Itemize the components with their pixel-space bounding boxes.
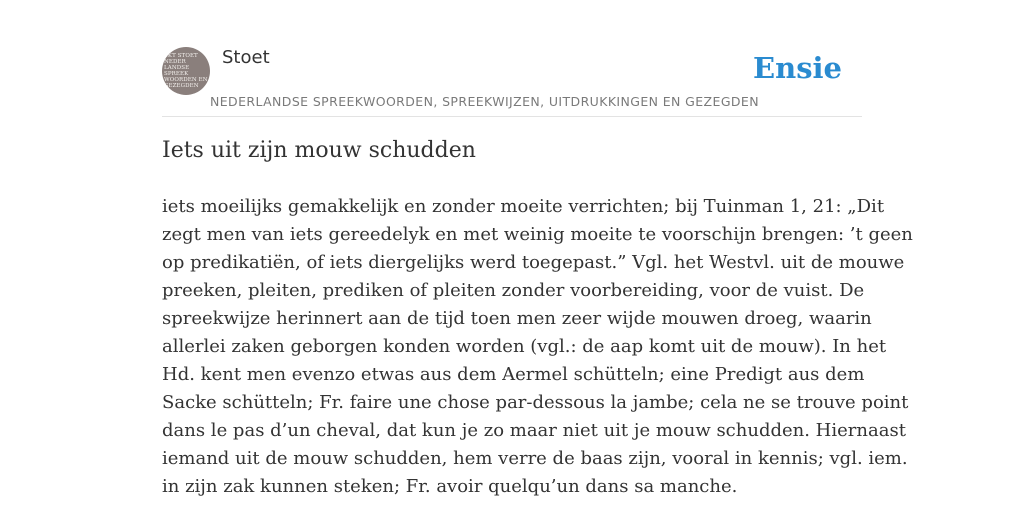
body-text-line: op predikatiën, of iets diergelijks werd toegepast.” Vgl. het Westvl. uit de mouwe (162, 252, 905, 273)
body-text-line: zegt men van iets gereedelyk en met weinig moeite te voorschijn brengen: ’t geen (162, 224, 913, 245)
article-title: Iets uit zijn mouw schudden (162, 138, 476, 163)
avatar-text-line: LANDSE (164, 65, 190, 71)
body-text-line: Hd. kent men evenzo etwas aus dem Aermel schütteln; eine Predigt aus dem (162, 364, 865, 385)
body-text-line: in zijn zak kunnen steken; Fr. avoir quelqu’un dans sa manche. (162, 476, 738, 497)
body-text-line: allerlei zaken geborgen konden worden (vgl.: de aap komt uit de mouw). In het (162, 336, 887, 357)
body-text-line: dans le pas d’un cheval, dat kun je zo maar niet uit je mouw schudden. Hiernaast (162, 420, 906, 441)
ensie-logo[interactable]: Ensie (753, 51, 842, 85)
header (162, 44, 862, 117)
avatar-text-line: WOORDEN EN (164, 77, 208, 83)
source-subtitle: NEDERLANDSE SPREEKWOORDEN, SPREEKWIJZEN, UITDRUKKINGEN EN GEZEGDEN (210, 94, 759, 109)
body-text-line: spreekwijze herinnert aan de tijd toen men zeer wijde mouwen droeg, waarin (162, 308, 872, 329)
avatar-text-line: NEDER (164, 59, 186, 65)
avatar-text-line: GEZEGDEN (164, 83, 199, 89)
body-text-line: Sacke schütteln; Fr. faire une chose par-dessous la jambe; cela ne se trouve point (162, 392, 909, 413)
article-body (162, 193, 913, 501)
avatar-text-line: SPREEK (164, 71, 189, 77)
author-name[interactable]: Stoet (222, 47, 270, 68)
body-text-line: iemand uit de mouw schudden, hem verre de baas zijn, vooral in kennis; vgl. iem. (162, 448, 908, 469)
avatar-text-line: SKT STOET (164, 53, 198, 59)
body-text-line: iets moeilijks gemakkelijk en zonder moeite verrichten; bij Tuinman 1, 21: „Dit (162, 196, 885, 217)
author-avatar[interactable] (162, 47, 210, 95)
body-text-line: preeken, pleiten, prediken of pleiten zonder voorbereiding, voor de vuist. De (162, 280, 865, 301)
